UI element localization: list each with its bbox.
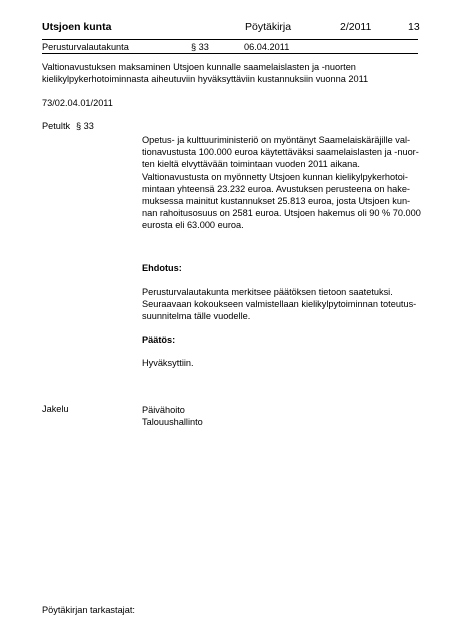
meeting-date: 06.04.2011	[244, 42, 290, 52]
body-line: nan rahoitusosuus on 2581 euroa. Utsjoen hakemus oli 90 % 70.000	[142, 208, 421, 219]
header-rule-bottom	[42, 53, 418, 54]
paatos-text: Hyväksyttiin.	[142, 358, 194, 368]
body-line: Valtionavustusta on myönnetty Utsjoen kunnan kielikylpykerhotoi-	[142, 171, 408, 182]
board-name: Perusturvalautakunta	[42, 42, 129, 52]
section-number: § 33	[191, 42, 209, 52]
recipient-item: Talouushallinto	[142, 417, 203, 428]
reviewers-label: Pöytäkirjan tarkastajat:	[42, 605, 135, 615]
ehdotus-heading: Ehdotus:	[142, 263, 182, 273]
jakelu-label: Jakelu	[42, 404, 69, 414]
ehdotus-line: suunnitelma tälle vuodelle.	[142, 311, 251, 322]
subject-line: kielikylpykerhotoiminnasta aiheutuviin hyväksyttäviin kustannuksiin vuonna 2011	[42, 74, 369, 85]
body-line: muksessa mainitut kustannukset 25.813 euroa, josta Utsjoen kun-	[142, 196, 411, 207]
reference-code: 73/02.04.01/2011	[42, 98, 113, 108]
header-rule-top	[42, 39, 418, 40]
page-number: 13	[408, 21, 420, 33]
body-line: Opetus- ja kulttuuriministeriö on myöntänyt Saamelaiskäräjille val-	[142, 135, 411, 145]
petultk-label: Petultk	[42, 121, 71, 131]
recipient-item: Päivähoito	[142, 405, 185, 415]
municipality-name: Utsjoen kunta	[42, 21, 112, 33]
subject-title	[42, 61, 368, 85]
body-line: tionavustusta 100.000 euroa käytettäväksi saamelaislasten ja -nuor-	[142, 147, 419, 158]
petultk-section: § 33	[76, 121, 94, 131]
body-line: eurosta eli 63.000 euroa.	[142, 220, 244, 231]
ehdotus-body	[142, 286, 416, 323]
paatos-heading: Päätös:	[142, 335, 176, 345]
jakelu-recipients	[142, 404, 203, 428]
ehdotus-line: Perusturvalautakunta merkitsee päätöksen tietoon saatetuksi.	[142, 287, 393, 297]
subject-line: Valtionavustuksen maksaminen Utsjoen kunnalle saamelaislasten ja -nuorten	[42, 62, 356, 72]
document-type: Pöytäkirja	[245, 21, 292, 33]
document-number: 2/2011	[340, 21, 372, 33]
petultk-body	[142, 134, 421, 232]
ehdotus-line: Seuraavaan kokoukseen valmistellaan kielikylpytoiminnan toteutus-	[142, 299, 417, 310]
body-line: mintaan yhteensä 23.232 euroa. Avustuksen perusteena on hake-	[142, 183, 410, 194]
body-line: ten kieltä elvyttävään toimintaan vuoden 2011 aikana.	[142, 159, 360, 170]
